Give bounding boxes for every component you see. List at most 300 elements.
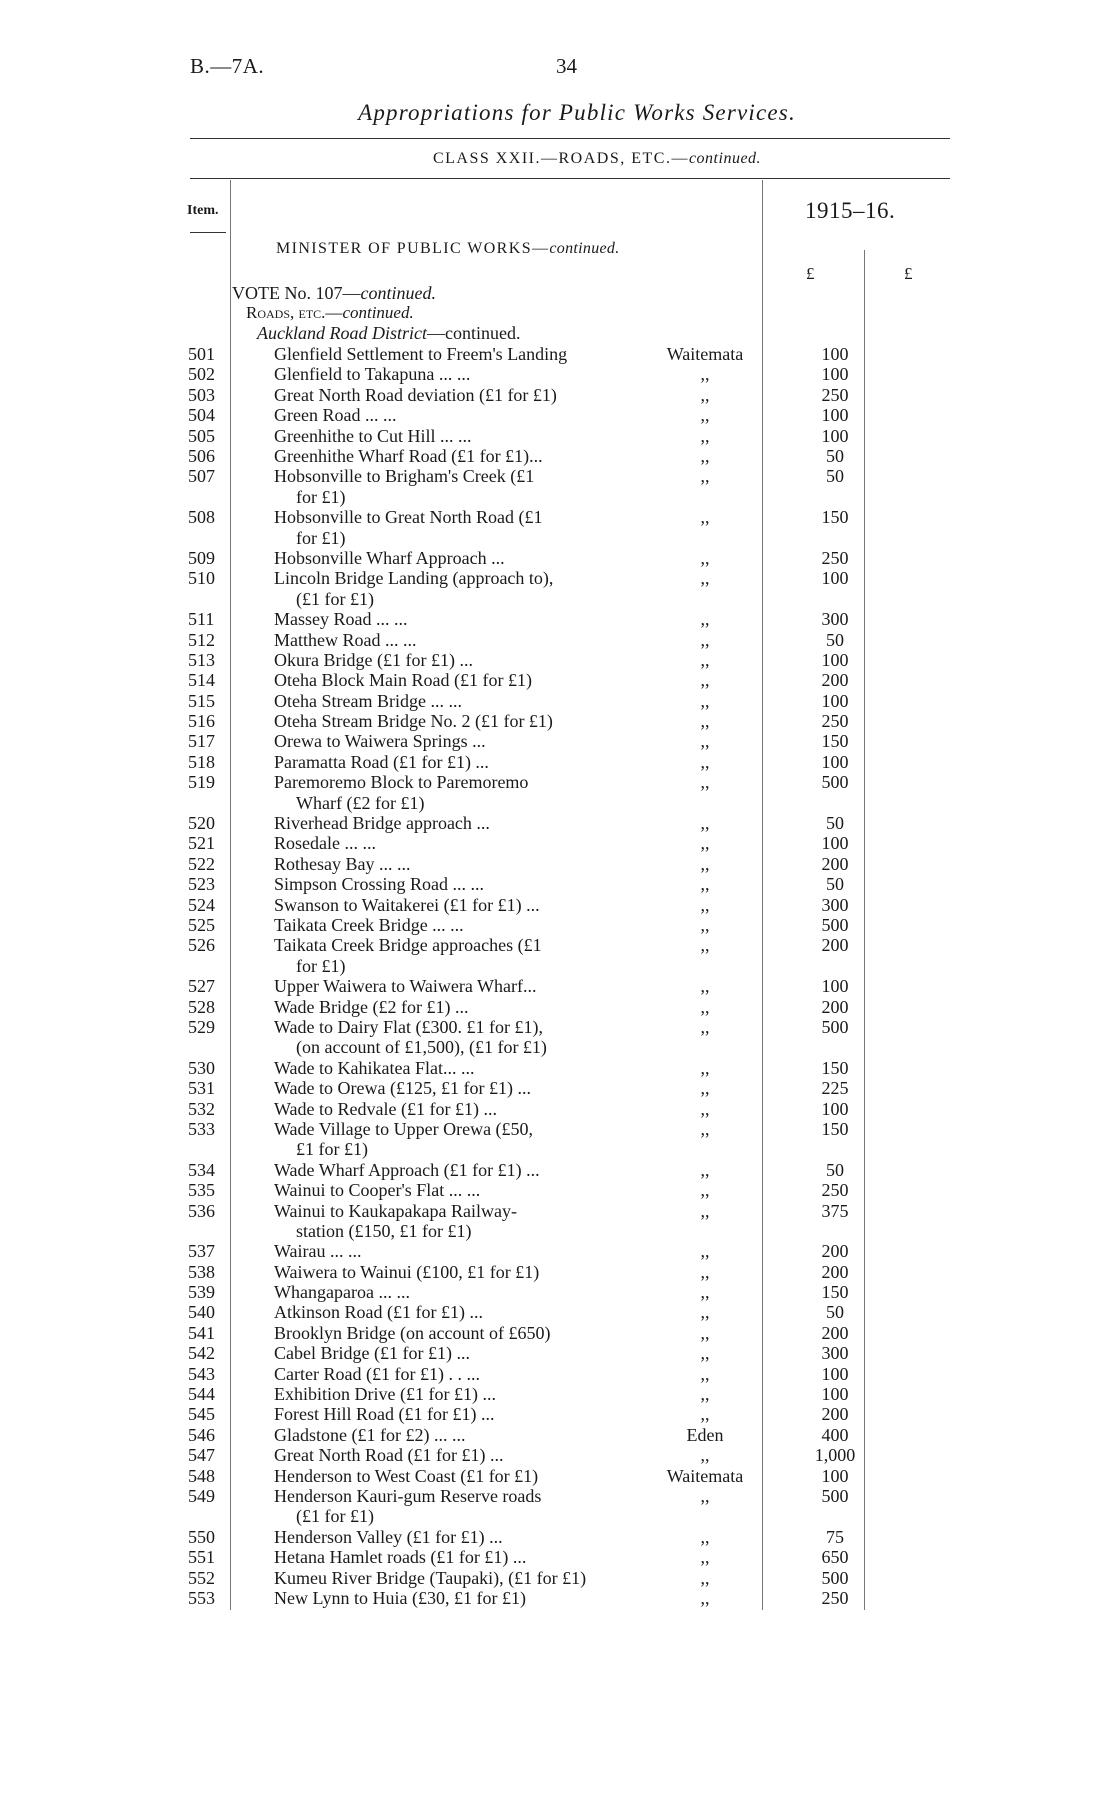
item-description (274, 1445, 654, 1465)
item-amount: 75 (826, 1526, 844, 1547)
item-district: ,, (700, 384, 710, 405)
item-description (274, 1119, 654, 1160)
item-district: ,, (700, 1159, 710, 1180)
class-heading-main: CLASS XXII.—ROADS, ETC.— (432, 150, 689, 167)
item-description-line-1: Great North Road (£1 for £1) ... (274, 1445, 504, 1466)
class-heading (0, 150, 1114, 168)
item-description-line-1: Wade to Redvale (£1 for £1) ... (274, 1098, 497, 1119)
item-district: Eden (686, 1424, 724, 1445)
item-description (274, 1241, 654, 1261)
item-description-line-1: Matthew Road ... ... (274, 629, 417, 650)
item-description-line-1: Wade to Kahikatea Flat... ... (274, 1057, 475, 1078)
item-amount: 150 (821, 1118, 849, 1139)
item-amount: 200 (821, 996, 849, 1017)
item-district: ,, (700, 568, 710, 589)
item-description (274, 731, 654, 751)
item-description (274, 1588, 654, 1608)
table-row (0, 1486, 1114, 1527)
item-description (274, 874, 654, 894)
table-row (0, 426, 1114, 446)
item-description (274, 1058, 654, 1078)
page-title: Appropriations for Public Works Services. (358, 100, 796, 125)
item-description (274, 650, 654, 670)
table-row (0, 670, 1114, 690)
item-description (274, 507, 654, 548)
item-amount: 100 (821, 649, 849, 670)
item-description-line-1: Exhibition Drive (£1 for £1) ... (274, 1384, 496, 1405)
table-row (0, 344, 1114, 364)
item-number: 504 (188, 405, 215, 426)
item-number: 510 (188, 568, 215, 589)
item-description-line-1: Green Road ... ... (274, 405, 397, 426)
item-amount: 300 (821, 894, 849, 915)
item-amount: 1,000 (814, 1445, 856, 1466)
item-district: ,, (700, 1384, 710, 1405)
item-description (274, 466, 654, 507)
item-number: 552 (188, 1567, 215, 1588)
item-description-line-1: Hobsonville Wharf Approach ... (274, 547, 505, 568)
item-amount: 400 (821, 1424, 849, 1445)
vote-heading (232, 283, 436, 304)
item-description-line-1: Rothesay Bay ... ... (274, 853, 411, 874)
item-number: 528 (188, 996, 215, 1017)
table-row (0, 568, 1114, 609)
item-description-line-1: Okura Bridge (£1 for £1) ... (274, 649, 473, 670)
appropriations-table (0, 344, 1114, 1608)
item-amount: 500 (821, 1486, 849, 1506)
table-row (0, 997, 1114, 1017)
item-description-line-1: Wade Bridge (£2 for £1) ... (274, 996, 469, 1017)
table-row (0, 1445, 1114, 1465)
table-row (0, 1180, 1114, 1200)
item-description (274, 548, 654, 568)
table-row (0, 833, 1114, 853)
item-amount: 150 (821, 507, 849, 528)
table-row (0, 1119, 1114, 1160)
item-description (274, 609, 654, 629)
table-row (0, 405, 1114, 425)
table-row (0, 385, 1114, 405)
item-district: ,, (700, 1200, 710, 1221)
item-description (274, 997, 654, 1017)
table-row (0, 1262, 1114, 1282)
district-heading-continued: —continued. (426, 323, 521, 343)
item-description-line-1: Carter Road (£1 for £1) . . ... (274, 1363, 480, 1384)
item-number: 536 (188, 1200, 215, 1221)
item-amount: 150 (821, 1282, 849, 1303)
table-row (0, 772, 1114, 813)
item-amount: 150 (821, 1057, 849, 1078)
roads-heading-main: Roads, etc.— (246, 303, 343, 322)
item-number: 531 (188, 1078, 215, 1099)
item-number: 508 (188, 507, 215, 528)
table-row (0, 1323, 1114, 1343)
item-number: 501 (188, 344, 215, 364)
item-description (274, 1384, 654, 1404)
item-amount: 50 (826, 813, 844, 834)
item-number: 527 (188, 976, 215, 997)
item-number: 506 (188, 445, 215, 466)
item-description (274, 1078, 654, 1098)
table-row (0, 691, 1114, 711)
item-district: ,, (700, 1322, 710, 1343)
item-description-line-1: Cabel Bridge (£1 for £1) ... (274, 1343, 470, 1364)
item-amount: 250 (821, 711, 849, 732)
item-description-line-1: Hobsonville to Brigham's Creek (£1 (274, 466, 535, 487)
item-district: ,, (700, 425, 710, 446)
table-row (0, 935, 1114, 976)
item-description (274, 935, 654, 976)
item-number: 529 (188, 1016, 215, 1037)
item-description-line-1: Wade Wharf Approach (£1 for £1) ... (274, 1159, 540, 1180)
item-description (274, 1486, 654, 1527)
item-description-line-1: Wade to Dairy Flat (£300. £1 for £1), (274, 1016, 543, 1037)
item-district: ,, (700, 649, 710, 670)
item-description (274, 691, 654, 711)
item-amount: 200 (821, 935, 849, 956)
item-amount: 500 (821, 1567, 849, 1588)
item-header-rule (190, 232, 226, 233)
item-district: ,, (700, 1526, 710, 1547)
item-district: ,, (700, 445, 710, 466)
table-row (0, 507, 1114, 548)
item-number: 535 (188, 1180, 215, 1201)
item-district: ,, (700, 1567, 710, 1588)
item-description-line-1: Orewa to Waiwera Springs ... (274, 731, 486, 752)
item-description (274, 1323, 654, 1343)
item-description (274, 915, 654, 935)
item-description-line-1: Taikata Creek Bridge ... ... (274, 915, 464, 935)
class-heading-continued: continued. (688, 150, 762, 167)
item-district: ,, (700, 629, 710, 650)
item-number: 542 (188, 1343, 215, 1364)
item-number: 507 (188, 466, 215, 487)
item-amount: 200 (821, 670, 849, 691)
item-description-line-1: Wade to Orewa (£125, £1 for £1) ... (274, 1078, 531, 1099)
table-row (0, 1384, 1114, 1404)
item-description-line-1: Glenfield Settlement to Freem's Landing (274, 344, 568, 364)
item-description-line-2: (£1 for £1) (296, 1506, 374, 1527)
item-description-line-1: Rosedale ... ... (274, 833, 376, 854)
item-amount: 200 (821, 1261, 849, 1282)
item-description-line-1: Riverhead Bridge approach ... (274, 813, 490, 834)
item-amount: 100 (821, 1098, 849, 1119)
item-district: ,, (700, 833, 710, 854)
item-district: ,, (700, 405, 710, 426)
roads-heading-continued: continued. (342, 303, 414, 322)
item-number: 524 (188, 894, 215, 915)
item-description-line-1: Upper Waiwera to Waiwera Wharf... (274, 976, 537, 997)
table-row (0, 1017, 1114, 1058)
item-number: 517 (188, 731, 215, 752)
item-amount: 100 (821, 364, 849, 385)
table-row (0, 466, 1114, 507)
item-description-line-1: Wainui to Kaukapakapa Railway- (274, 1200, 517, 1221)
item-district: ,, (700, 853, 710, 874)
item-description (274, 711, 654, 731)
table-row (0, 1302, 1114, 1322)
item-description (274, 772, 654, 813)
item-district: ,, (700, 690, 710, 711)
item-description (274, 1201, 654, 1242)
page-number: 34 (556, 54, 577, 78)
item-district: ,, (700, 670, 710, 691)
item-amount: 250 (821, 1587, 849, 1608)
item-district: ,, (700, 996, 710, 1017)
item-amount: 100 (821, 751, 849, 772)
item-district: ,, (700, 609, 710, 630)
item-description-line-1: Greenhithe Wharf Road (£1 for £1)... (274, 445, 543, 466)
table-top-rule (190, 178, 950, 179)
item-description-line-1: Oteha Block Main Road (£1 for £1) (274, 670, 532, 691)
item-number: 530 (188, 1057, 215, 1078)
item-description (274, 1425, 654, 1445)
item-description-line-1: Henderson to West Coast (£1 for £1) (274, 1465, 539, 1486)
item-district: ,, (700, 976, 710, 997)
item-description (274, 854, 654, 874)
vote-heading-continued: continued. (360, 283, 436, 303)
item-district: ,, (700, 874, 710, 895)
item-description (274, 1262, 654, 1282)
item-description-line-2: £1 for £1) (296, 1139, 368, 1160)
item-number: 549 (188, 1486, 215, 1506)
item-description (274, 1568, 654, 1588)
item-description-line-1: Great North Road deviation (£1 for £1) (274, 384, 557, 405)
item-district: ,, (700, 1302, 710, 1323)
table-row (0, 895, 1114, 915)
district-heading (257, 323, 520, 344)
item-amount: 100 (821, 344, 849, 364)
table-row (0, 813, 1114, 833)
table-row (0, 1404, 1114, 1424)
item-amount: 250 (821, 547, 849, 568)
item-amount: 300 (821, 1343, 849, 1364)
item-amount: 100 (821, 833, 849, 854)
item-amount: 500 (821, 915, 849, 935)
item-amount: 50 (826, 466, 844, 487)
table-row (0, 1058, 1114, 1078)
item-number: 515 (188, 690, 215, 711)
table-row (0, 1343, 1114, 1363)
item-description-line-1: Lincoln Bridge Landing (approach to), (274, 568, 554, 589)
item-number: 539 (188, 1282, 215, 1303)
item-district: ,, (700, 1098, 710, 1119)
table-row (0, 854, 1114, 874)
item-amount: 100 (821, 690, 849, 711)
item-district: ,, (700, 547, 710, 568)
table-row (0, 446, 1114, 466)
item-description (274, 895, 654, 915)
item-description-line-2: (£1 for £1) (296, 588, 374, 609)
item-description (274, 1547, 654, 1567)
item-description-line-1: Simpson Crossing Road ... ... (274, 874, 485, 895)
item-number: 548 (188, 1465, 215, 1486)
item-description-line-1: Henderson Valley (£1 for £1) ... (274, 1526, 503, 1547)
item-amount: 50 (826, 445, 844, 466)
item-description-line-1: Gladstone (£1 for £2) ... ... (274, 1424, 466, 1445)
item-district: ,, (700, 1445, 710, 1466)
item-number: 538 (188, 1261, 215, 1282)
item-number: 525 (188, 915, 215, 935)
item-description (274, 446, 654, 466)
item-amount: 650 (821, 1547, 849, 1568)
item-district: ,, (700, 1404, 710, 1425)
item-district: ,, (700, 751, 710, 772)
item-amount: 200 (821, 853, 849, 874)
item-description-line-1: Greenhithe to Cut Hill ... ... (274, 425, 472, 446)
table-row (0, 1241, 1114, 1261)
item-number: 521 (188, 833, 215, 854)
item-description-line-1: Henderson Kauri-gum Reserve roads (274, 1486, 542, 1506)
item-description-line-2: Wharf (£2 for £1) (296, 792, 425, 813)
table-row (0, 1282, 1114, 1302)
item-description-line-1: Paramatta Road (£1 for £1) ... (274, 751, 489, 772)
item-district: ,, (700, 813, 710, 834)
item-number: 551 (188, 1547, 215, 1568)
item-amount: 500 (821, 772, 849, 793)
item-district: ,, (700, 731, 710, 752)
item-number: 512 (188, 629, 215, 650)
table-row (0, 548, 1114, 568)
item-number: 540 (188, 1302, 215, 1323)
item-description-line-2: (on account of £1,500), (£1 for £1) (296, 1037, 547, 1058)
item-description-line-2: for £1) (296, 486, 346, 507)
item-description (274, 385, 654, 405)
item-description-line-1: Paremoremo Block to Paremoremo (274, 772, 529, 793)
minister-heading-continued: continued. (549, 240, 620, 257)
item-number: 546 (188, 1424, 215, 1445)
table-row (0, 915, 1114, 935)
item-number: 533 (188, 1118, 215, 1139)
pound-sign-column-1: £ (806, 264, 815, 283)
item-number: 545 (188, 1404, 215, 1425)
table-row (0, 1466, 1114, 1486)
item-description-line-1: Oteha Stream Bridge No. 2 (£1 for £1) (274, 711, 553, 732)
item-amount: 50 (826, 1159, 844, 1180)
item-district: ,, (700, 1016, 710, 1037)
table-row (0, 1527, 1114, 1547)
minister-heading-main: MINISTER OF PUBLIC WORKS— (276, 240, 550, 257)
item-description-line-1: Taikata Creek Bridge approaches (£1 (274, 935, 542, 956)
item-description-line-1: Massey Road ... ... (274, 609, 408, 630)
minister-heading (276, 240, 620, 258)
year-column-header: 1915–16. (805, 198, 896, 223)
item-description (274, 1364, 654, 1384)
item-district: ,, (700, 935, 710, 956)
item-district: ,, (700, 1486, 710, 1506)
item-amount: 100 (821, 425, 849, 446)
item-amount: 375 (821, 1200, 849, 1221)
item-number: 514 (188, 670, 215, 691)
item-description (274, 833, 654, 853)
item-district: ,, (700, 711, 710, 732)
item-amount: 200 (821, 1322, 849, 1343)
item-description (274, 405, 654, 425)
item-description (274, 1302, 654, 1322)
item-number: 544 (188, 1384, 215, 1405)
item-amount: 100 (821, 568, 849, 589)
item-description (274, 1099, 654, 1119)
item-number: 502 (188, 364, 215, 385)
table-row (0, 1201, 1114, 1242)
item-description-line-1: Whangaparoa ... ... (274, 1282, 410, 1303)
table-row (0, 731, 1114, 751)
item-district: ,, (700, 894, 710, 915)
item-number: 520 (188, 813, 215, 834)
item-number: 516 (188, 711, 215, 732)
item-amount: 50 (826, 1302, 844, 1323)
table-row (0, 364, 1114, 384)
item-description-line-1: Wainui to Cooper's Flat ... ... (274, 1180, 481, 1201)
item-amount: 250 (821, 1180, 849, 1201)
item-description (274, 813, 654, 833)
item-number: 511 (188, 609, 215, 630)
item-number: 509 (188, 547, 215, 568)
item-description-line-1: Oteha Stream Bridge ... ... (274, 690, 462, 711)
item-description (274, 1527, 654, 1547)
roads-heading (246, 303, 414, 323)
item-district: ,, (700, 915, 710, 935)
item-amount: 150 (821, 731, 849, 752)
item-number: 537 (188, 1241, 215, 1262)
item-description-line-1: Hetana Hamlet roads (£1 for £1) ... (274, 1547, 527, 1568)
table-row (0, 1160, 1114, 1180)
item-district: ,, (700, 1343, 710, 1364)
item-description (274, 364, 654, 384)
item-description-line-1: Wade Village to Upper Orewa (£50, (274, 1118, 534, 1139)
item-description-line-1: Brooklyn Bridge (on account of £650) (274, 1322, 551, 1343)
item-description-line-1: New Lynn to Huia (£30, £1 for £1) (274, 1587, 526, 1608)
item-district: ,, (700, 1363, 710, 1384)
item-description (274, 630, 654, 650)
table-row (0, 711, 1114, 731)
table-row (0, 976, 1114, 996)
item-district: ,, (700, 1057, 710, 1078)
item-description-line-1: Atkinson Road (£1 for £1) ... (274, 1302, 483, 1323)
item-number: 522 (188, 853, 215, 874)
pound-sign-column-2: £ (904, 264, 913, 283)
item-description (274, 1160, 654, 1180)
item-district: ,, (700, 1547, 710, 1568)
district-heading-name: Auckland Road District (257, 323, 427, 343)
item-district: ,, (700, 1282, 710, 1303)
item-district: ,, (700, 1180, 710, 1201)
table-row (0, 609, 1114, 629)
item-district: ,, (700, 1078, 710, 1099)
table-row (0, 650, 1114, 670)
item-description-line-1: Hobsonville to Great North Road (£1 (274, 507, 543, 528)
item-amount: 100 (821, 405, 849, 426)
item-number: 526 (188, 935, 215, 956)
item-number: 532 (188, 1098, 215, 1119)
item-amount: 50 (826, 629, 844, 650)
item-description (274, 1404, 654, 1424)
item-amount: 500 (821, 1016, 849, 1037)
item-district: ,, (700, 1241, 710, 1262)
table-row (0, 630, 1114, 650)
item-number: 550 (188, 1526, 215, 1547)
item-amount: 100 (821, 976, 849, 997)
item-number: 543 (188, 1363, 215, 1384)
table-row (0, 752, 1114, 772)
item-description (274, 1466, 654, 1486)
item-description (274, 1017, 654, 1058)
page-reference: B.—7A. (190, 54, 265, 78)
table-row (0, 1425, 1114, 1445)
item-district: ,, (700, 364, 710, 385)
item-description-line-1: Forest Hill Road (£1 for £1) ... (274, 1404, 495, 1425)
item-district: ,, (700, 1118, 710, 1139)
